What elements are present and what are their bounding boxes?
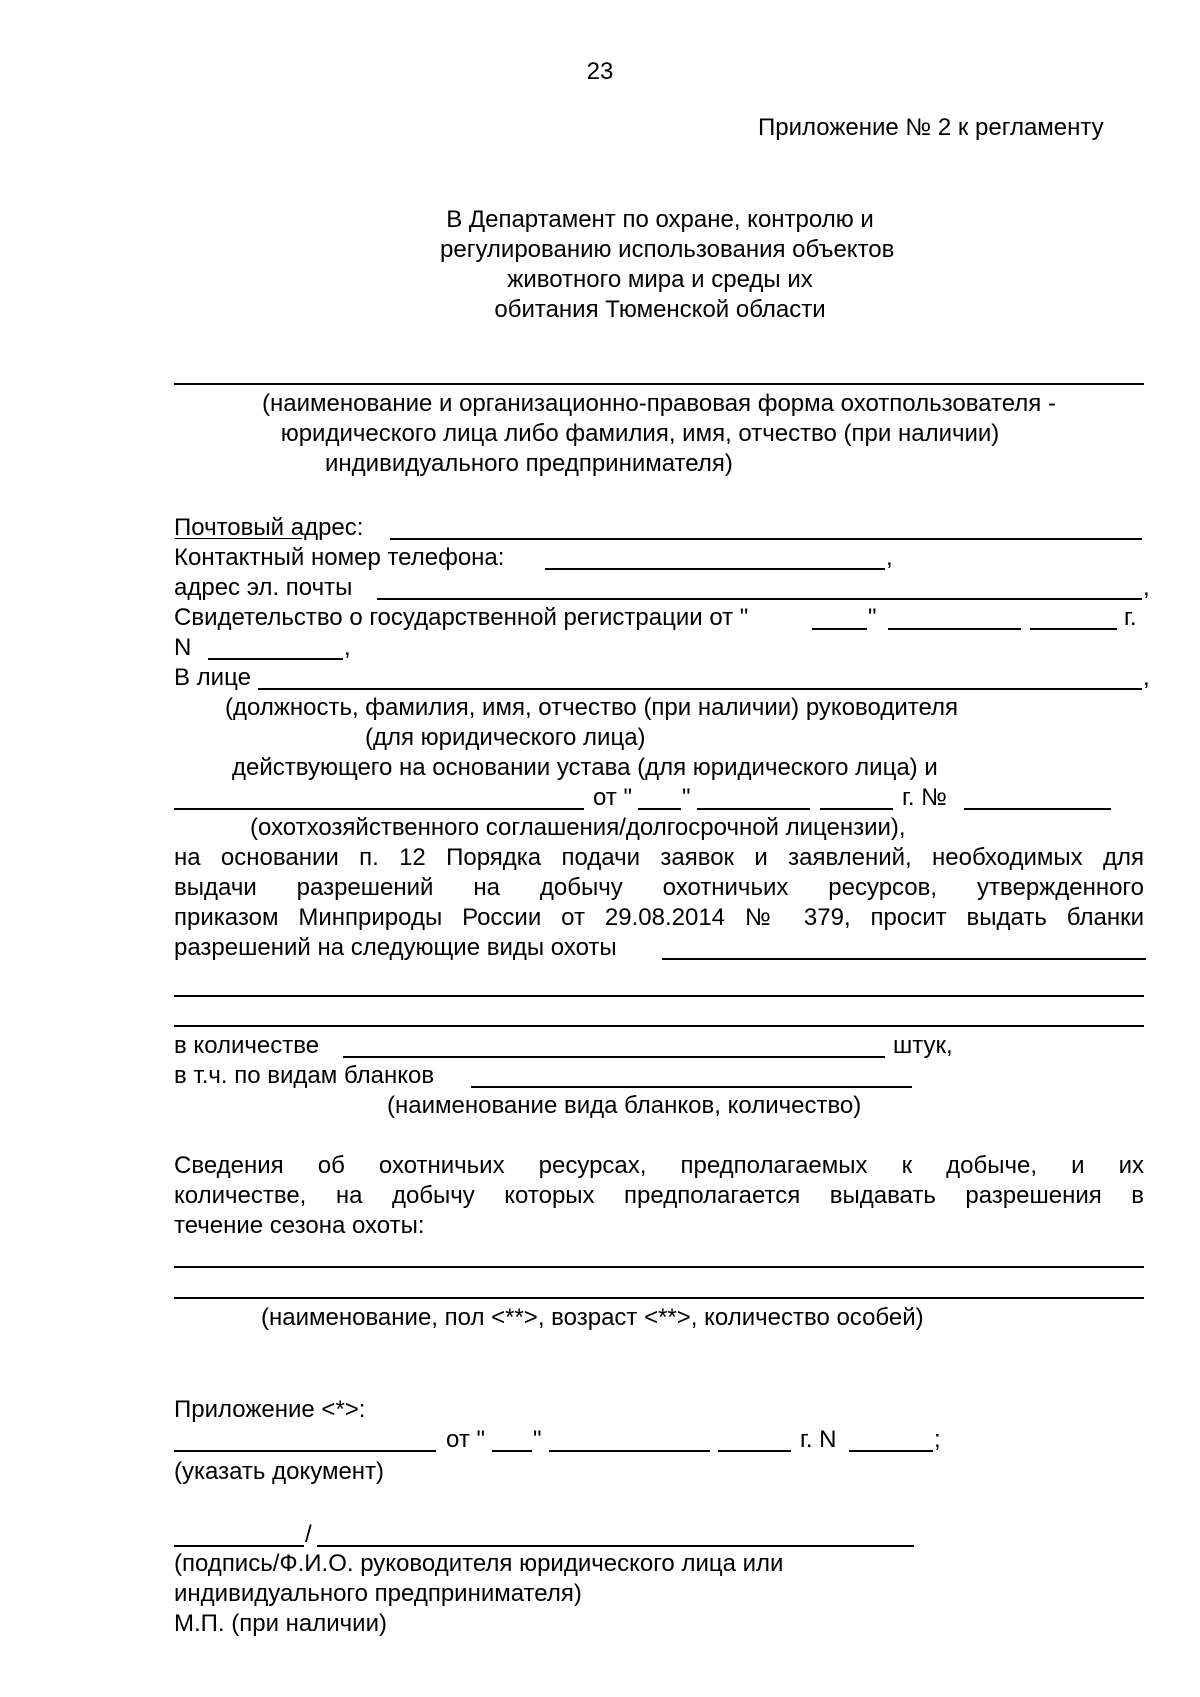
postal-address-field[interactable] <box>390 538 1142 540</box>
applicant-caption-3: индивидуального предпринимателя) <box>325 450 733 477</box>
resources-line-2: количестве, на добычу которых предполагается выдавать разрешения в <box>174 1182 1144 1209</box>
person-caption-3: действующего на основании устава (для юридического лица) и <box>232 754 938 781</box>
phone-label: Контактный номер телефона: <box>174 544 505 571</box>
resources-line-3: течение сезона охоты: <box>174 1212 425 1239</box>
basis-line-3: приказом Минприроды России от 29.08.2014 № 379, просит выдать бланки <box>174 904 1144 931</box>
signature-caption-1: (подпись/Ф.И.О. руководителя юридического лица или <box>174 1550 784 1577</box>
attachment-number-field[interactable] <box>849 1450 933 1452</box>
signature-field[interactable] <box>174 1545 304 1547</box>
basis-line-4: разрешений на следующие виды охоты <box>174 934 617 961</box>
certificate-year-field[interactable] <box>1030 628 1117 630</box>
hunting-types-field-1[interactable] <box>662 958 1146 960</box>
in-person-label: В лице <box>174 664 251 691</box>
applicant-name-line[interactable] <box>174 383 1144 385</box>
quantity-field[interactable] <box>343 1056 885 1058</box>
agreement-year-no: г. № <box>902 784 947 811</box>
certificate-number-field[interactable] <box>208 658 343 660</box>
certificate-year-suffix: г. <box>1124 604 1137 631</box>
agreement-year-field[interactable] <box>820 808 893 810</box>
recipient-line-4: обитания Тюменской области <box>494 296 826 323</box>
in-person-field[interactable] <box>258 688 1142 690</box>
page-number: 23 <box>586 58 614 85</box>
certificate-n-label: N <box>174 634 192 661</box>
agreement-month-field[interactable] <box>697 808 810 810</box>
person-caption-2: (для юридического лица) <box>365 724 646 751</box>
signature-caption-2: индивидуального предпринимателя) <box>174 1580 582 1607</box>
agreement-caption: (охотхозяйственного соглашения/долгосрочной лицензии), <box>250 814 906 841</box>
resources-field-2[interactable] <box>174 1297 1144 1299</box>
attachment-caption: (указать документ) <box>174 1458 385 1485</box>
hunting-types-field-2[interactable] <box>174 995 1144 997</box>
recipient-line-2: регулированию использования объектов <box>440 236 895 263</box>
certificate-quote: " <box>868 604 877 631</box>
basis-line-2: выдачи разрешений на добычу охотничьих ресурсов, утвержденного <box>174 874 1144 901</box>
resources-caption: (наименование, пол <**>, возраст <**>, количество особей) <box>261 1304 924 1331</box>
signature-slash: / <box>305 1521 312 1548</box>
stamp-label: М.П. (при наличии) <box>174 1610 387 1637</box>
email-label: адрес эл. почты <box>174 574 353 601</box>
agreement-name-field[interactable] <box>174 808 584 810</box>
resources-field-1[interactable] <box>174 1266 1144 1268</box>
in-person-comma: , <box>1143 664 1150 691</box>
resources-line-1: Сведения об охотничьих ресурсах, предполагаемых к добыче, и их <box>174 1152 1144 1179</box>
appendix-title: Приложение № 2 к регламенту <box>758 114 1104 141</box>
agreement-quote: " <box>682 784 691 811</box>
by-type-label: в т.ч. по видам бланков <box>174 1062 435 1089</box>
applicant-caption-2: юридического лица либо фамилия, имя, отчество (при наличии) <box>280 420 1000 447</box>
attachment-from: от " <box>446 1426 485 1453</box>
attachment-label: Приложение <*>: <box>174 1396 366 1423</box>
basis-line-1: на основании п. 12 Порядка подачи заявок и заявлений, необходимых для <box>174 844 1144 871</box>
recipient-line-1: В Департамент по охране, контролю и <box>446 206 874 233</box>
attachment-semicolon: ; <box>934 1426 941 1453</box>
certificate-comma: , <box>344 634 351 661</box>
agreement-day-field[interactable] <box>638 808 681 810</box>
attachment-day-field[interactable] <box>492 1450 532 1452</box>
attachment-year-field[interactable] <box>718 1450 791 1452</box>
by-type-caption: (наименование вида бланков, количество) <box>387 1092 862 1119</box>
attachment-document-field[interactable] <box>174 1450 436 1452</box>
certificate-month-field[interactable] <box>888 628 1021 630</box>
person-caption-1: (должность, фамилия, имя, отчество (при наличии) руководителя <box>225 694 959 721</box>
attachment-quote: " <box>533 1426 542 1453</box>
applicant-caption-1: (наименование и организационно-правовая форма охотпользователя - <box>262 390 1056 417</box>
by-type-field[interactable] <box>471 1086 912 1088</box>
certificate-day-field[interactable] <box>812 628 867 630</box>
recipient-line-3: животного мира и среды их <box>507 266 813 293</box>
postal-address-label: Почтовый адрес: <box>174 514 364 541</box>
agreement-number-field[interactable] <box>964 808 1111 810</box>
quantity-label: в количестве <box>174 1032 320 1059</box>
agreement-from: от " <box>593 784 632 811</box>
phone-comma: , <box>886 544 893 571</box>
certificate-label: Свидетельство о государственной регистрации от " <box>174 604 749 631</box>
phone-field[interactable] <box>545 568 885 570</box>
attachment-month-field[interactable] <box>549 1450 710 1452</box>
email-field[interactable] <box>377 598 1142 600</box>
postal-underline <box>175 538 302 539</box>
signature-name-field[interactable] <box>317 1545 914 1547</box>
quantity-unit: штук, <box>893 1032 953 1059</box>
attachment-year-n: г. N <box>800 1426 837 1453</box>
email-comma: , <box>1143 574 1150 601</box>
hunting-types-field-3[interactable] <box>174 1025 1144 1027</box>
